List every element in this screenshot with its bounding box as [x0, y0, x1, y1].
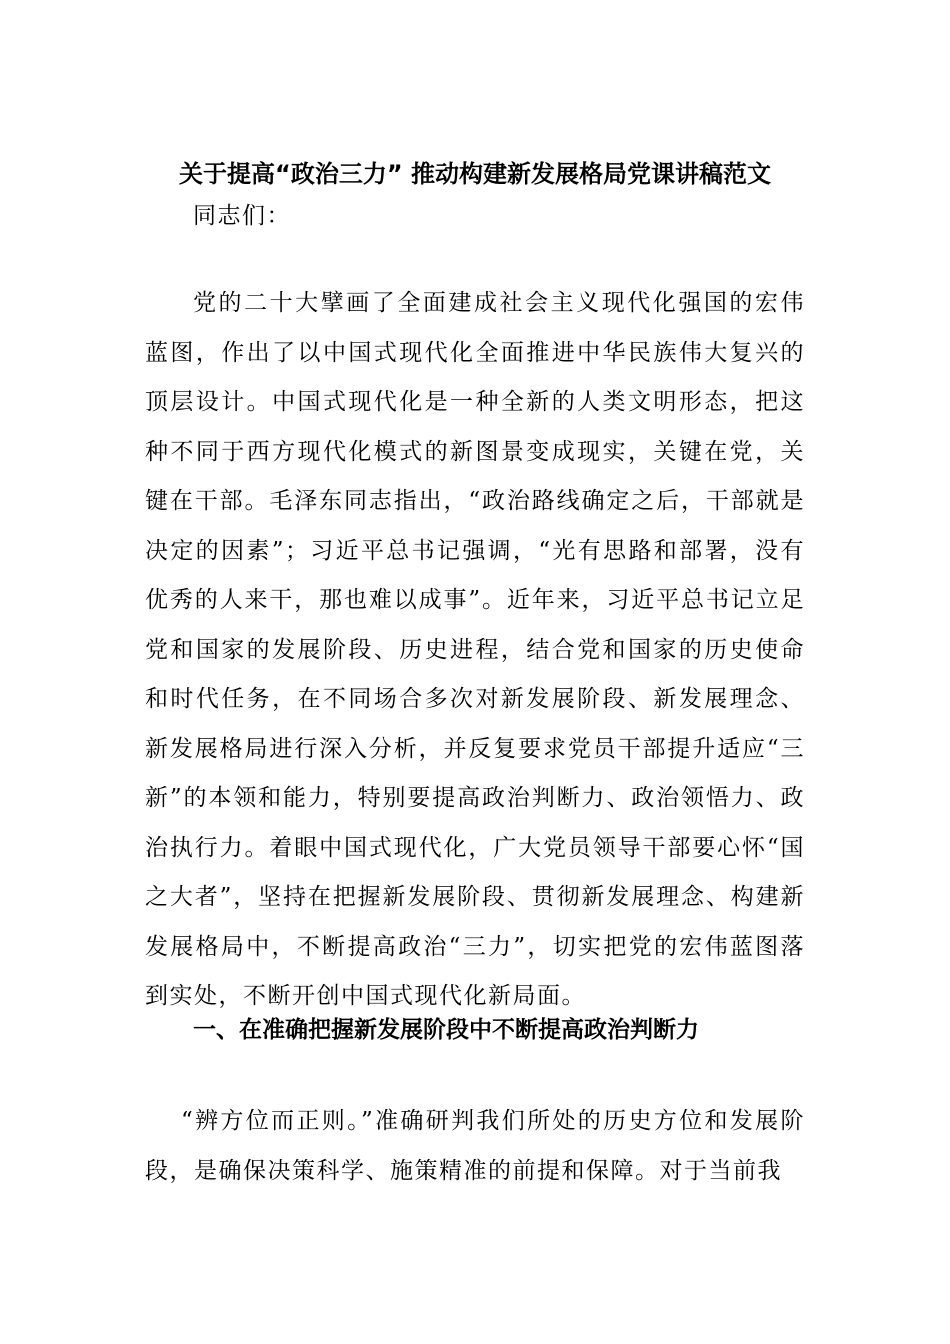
- body-paragraph: “辨方位而正则。”准确研判我们所处的历史方位和发展阶段，是确保决策科学、施策精准的前提和保障。对于当前我: [145, 1108, 805, 1184]
- document-title: 关于提高“政治三力” 推动构建新发展格局党课讲稿范文: [179, 160, 771, 188]
- section-heading: 一、在准确把握新发展阶段中不断提高政治判断力: [193, 1017, 699, 1043]
- greeting: 同志们：: [193, 203, 291, 229]
- body-paragraph: 党的二十大擘画了全面建成社会主义现代化强国的宏伟蓝图，作出了以中国式现代化全面推进中华民族伟大复兴的顶层设计。中国式现代化是一种全新的人类文明形态，把这种不同于西方现代化模式的新图景变成现实，关键在党，关键在干部。毛泽东同志指出，“政治路线确定之后，干部就是决定的因素”；习近平总书记强调，“光有思路和部署，没有优秀的人来干，那也难以成事”。近年来，习近平总书记立足党和国家的发展阶段、历史进程，结合党和国家的历史使命和时代任务，在不同场合多次对新发展阶段、新发展理念、新发展格局进行深入分析，并反复要求党员干部提升适应“三新”的本领和能力，特别要提高政治判断力、政治领悟力、政治执行力。着眼中国式现代化，广大党员领导干部要心怀“国之大者”，坚持在把握新发展阶段、贯彻新发展理念、构建新发展格局中，不断提高政治“三力”，切实把党的宏伟蓝图落到实处，不断开创中国式现代化新局面。: [145, 290, 805, 1009]
